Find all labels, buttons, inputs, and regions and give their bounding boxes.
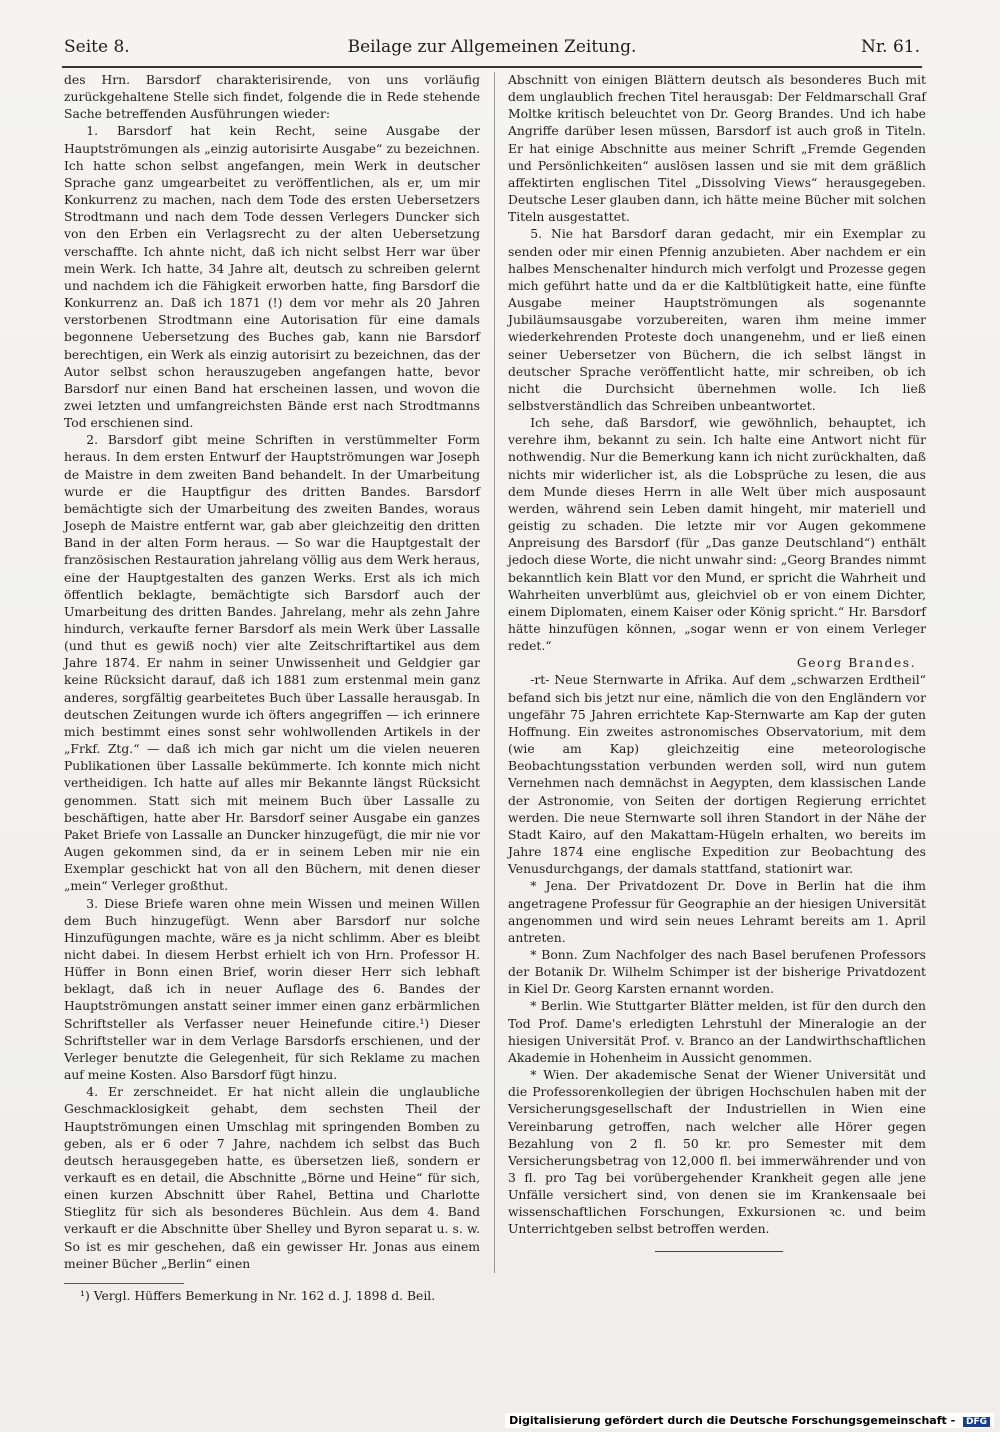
left-paragraph-point-1: 1. Barsdorf hat kein Recht, seine Ausgabe der Hauptströmungen als „einzig autorisirte Ausgabe“ zu bezeichnen. Ich hatte schon selbst angefangen, mein Werk in deutscher Sprache ganz umgearbeitet zu veröffentlichen, als er, um mir Konkurrenz zu machen, nach dem Tode des ersten Uebersetzers Strodtmann und nach dem Tode dessen Verlegers Duncker sich von den Erben ein Verlagsrecht zu der alten Uebersetzung verschaffte. Ich ahnte nicht, daß ich nicht selbst Herr war über mein Werk. Ich hatte, 34 Jahre alt, deutsch zu schreiben gelernt und nachdem ich die Fähigkeit erworben hatte, fing Barsdorf die Konkurrenz an. Daß ich 1871 (!) dem vor mehr als 20 Jahren verstorbenen Strodtmann eine Autorisation für eine damals begonnene Uebersetzung des Buches gab, kann nie Barsdorf berechtigen, ein Werk als einzig autorisirt zu bezeichnen, das der Autor selbst schon herauszugeben angefangen hatte, bevor Barsdorf nur einen Band hat erscheinen lassen, und wovon die zwei letzten und umfangreichsten Bände erst nach Strodtmanns Tod erschienen sind. (64, 124, 480, 431)
left-paragraph-point-4: 4. Er zerschneidet. Er hat nicht allein die unglaubliche Geschmacklosigkeit gehabt, dem sechsten Theil der Hauptströmungen einen Umschlag mit springenden Bomben zu geben, als er 6 oder 7 Jahre, nachdem ich selbst das Buch deutsch herausgegeben hatte, es übersetzen ließ, sondern er verkauft es en detail, die Abschnitte „Börne und Heine“ für sich, einen kurzen Abschnitt über Rahel, Bettina und Charlotte Stieglitz für sich als besonderes Büchlein. Aus dem 4. Band verkauft er die Abschnitte über Shelley und Byron separat u. s. w. So ist es mir geschehen, daß ein gewisser Hr. Jonas aus einem meiner Bücher „Berlin“ einen (64, 1085, 480, 1271)
right-paragraph-point-5: 5. Nie hat Barsdorf daran gedacht, mir ein Exemplar zu senden oder mir einen Pfennig anzubieten. Aber nachdem er ein halbes Menschenalter hindurch mich verfolgt und Prozesse gegen mich geführt hatte und da er die Kaltblütigkeit hatte, eine fünfte Ausgabe meiner Hauptströmungen als sogenannte Jubiläumsausgabe vorzubereiten, waren ihm meine immer wiederkehrenden Proteste doch unangenehm, und er ließ einen seiner Uebersetzer von Büchern, die ich selbst längst in deutscher Sprache veröffentlicht hatte, mir schreiben, ob ich nicht die Durchsicht übernehmen wolle. Ich ließ selbstverständlich das Schreiben unbeantwortet. (508, 227, 926, 413)
page-header (62, 32, 922, 68)
page-number: Seite 8. (64, 37, 130, 57)
credit-text: Digitalisierung gefördert durch die Deutsche Forschungsgemeinschaft - (509, 1414, 956, 1427)
notice-jena: * Jena. Der Privatdozent Dr. Dove in Berlin hat die ihm angetragene Professur für Geographie an der hiesigen Universität angenommen und wird sein neues Lehramt bereits am 1. April antreten. (508, 879, 926, 945)
digitization-credit (505, 1413, 994, 1428)
end-rule (655, 1251, 783, 1252)
left-paragraph-intro: des Hrn. Barsdorf charakterisirende, von uns vorläufig zurückgehaltene Stelle sich findet, folgende die in Rede stehende Sache betreffenden Ausführungen wieder: (64, 73, 480, 122)
notice-berlin: * Berlin. Wie Stuttgarter Blätter melden, ist für den durch den Tod Prof. Dame's erledigten Lehrstuhl der Mineralogie an der hiesigen Universität Prof. v. Branco an der Landwirthschaftlichen Akademie in Hohenheim in Aussicht genommen. (508, 999, 926, 1065)
column-divider (494, 72, 495, 1273)
footnote-divider (64, 1283, 184, 1284)
right-column (508, 72, 926, 1239)
author-signature: Georg Brandes. (796, 656, 916, 671)
dfg-logo: DFG (963, 1417, 990, 1427)
publication-title: Beilage zur Allgemeinen Zeitung. (347, 37, 637, 57)
issue-number: Nr. 61. (861, 37, 920, 57)
left-paragraph-point-2: 2. Barsdorf gibt meine Schriften in verstümmelter Form heraus. In dem ersten Entwurf der Hauptströmungen war Joseph de Maistre in dem zweiten Band behandelt. In der Umarbeitung wurde er die Hauptfigur des dritten Bandes. Barsdorf bemächtigte sich der Umarbeitung des zweiten Bandes, woraus Joseph de Maistre entfernt war, gab aber gleichzeitig den dritten Band in der alten Form heraus. — So war die Hauptgestalt der französischen Restauration jahrelang völlig aus dem Werk heraus, eine der Hauptgestalten des ganzen Werks. Erst als ich mich öffentlich beklagte, bemächtigte sich Barsdorf auch der Umarbeitung des dritten Bandes. Jahrelang, mehr als zehn Jahre hindurch, verkaufte ferner Barsdorf als mein Werk über Lassalle (und thut es gewiß noch) vier alte Zeitschriftartikel aus dem Jahre 1874. Er nahm in seiner Unwissenheit und Geldgier gar keine Rücksicht darauf, daß ich 1881 zum erstenmal mein ganz anderes, sorgfältig gearbeitetes Buch über Lassalle herausgab. In deutschen Zeitungen wurde ich öfters angegriffen — ich erinnere mich bestimmt eines sonst sehr wohlwollenden Artikels in der „Frkf. Ztg.“ — daß ich mich gar nicht um die vielen neueren Publikationen über Lassalle bekümmerte. Ich konnte mich nicht vertheidigen. Ich hatte auf alles mir Bekannte längst Rücksicht genommen. Statt sich mit meinem Buch über Lassalle zu beschäftigen, hatte aber Hr. Barsdorf seiner Ausgabe ein ganzes Paket Briefe von Lassalle an Duncker hinzugefügt, die mir nie vor Augen gekommen sind, da er in seinem Leben mir nie ein Exemplar geschickt hat von all den Büchern, mit denen dieser „mein“ Verleger großthut. (64, 433, 480, 894)
left-paragraph-point-3: 3. Diese Briefe waren ohne mein Wissen und meinen Willen dem Buch hinzugefügt. Wenn aber Barsdorf nur solche Hinzufügungen machte, wäre es ja nicht schlimm. Aber es bleibt nicht dabei. In diesem Herbst erhielt ich von Hrn. Professor H. Hüffer in Bonn einen Brief, worin dieser Herr sich lebhaft beklagt, daß ich in neuer Auflage des 6. Bandes der Hauptströmungen anstatt seiner immer einen ganz erbärmlichen Schriftsteller als Verfasser neuer Heinefunde citire.¹) Dieser Schriftsteller war in dem Verlage Barsdorfs erschienen, und der Verleger benutzte die Gelegenheit, für sich Reklame zu machen auf meine Kosten. Also Barsdorf fügt hinzu. (64, 896, 480, 1083)
right-paragraph-reply: Ich sehe, daß Barsdorf, wie gewöhnlich, behauptet, ich verehre ihm, bekannt zu sein. Ich halte eine Antwort nicht für nothwendig. Nur die Bemerkung kann ich nicht zurückhalten, daß nichts mir widerlicher ist, als die Lobsprüche zu lesen, die aus dem Munde dieses Herrn in alle Welt über mich ausposaunt werden, während sein Leben damit hingeht, mir materiell und geistig zu schaden. Die letzte mir vor Augen gekommene Anpreisung des Barsdorf (für „Das ganze Deutschland“) enthält jedoch diese Worte, die nicht unwahr sind: „Georg Brandes nimmt bekanntlich kein Blatt vor den Mund, er spricht die Wahrheit und Wahrheiten unverblümt aus, gleichviel ob er von einem Dichter, einem Diplomaten, einem Kaiser oder König spricht.“ Hr. Barsdorf hätte hinzufügen können, „sogar wenn er von einem Verleger redet.“ (508, 416, 926, 654)
notice-bonn: * Bonn. Zum Nachfolger des nach Basel berufenen Professors der Botanik Dr. Wilhelm Schimper ist der bisherige Privatdozent in Kiel Dr. Georg Karsten ernannt worden. (508, 947, 926, 997)
footnote: ¹) Vergl. Hüffers Bemerkung in Nr. 162 d. J. 1898 d. Beil. (80, 1288, 436, 1303)
right-paragraph-continuation: Abschnitt von einigen Blättern deutsch als besonderes Buch mit dem unglaublich frechen Titel herausgab: Der Feldmarschall Graf Moltke kritisch beleuchtet von Dr. Georg Brandes. Und ich habe Angriffe darüber lesen müssen, Barsdorf ist auch groß in Titeln. Er hat einige Abschnitte aus meiner Schrift „Fremde Gegenden und Persönlichkeiten“ auslösen lassen und sie mit dem gräßlich affektirten englischen Titel „Dissolving Views“ herausgegeben. Deutsche Leser glauben dann, ich hätte meine Bücher mit solchen Titeln ausgestattet. (508, 73, 926, 225)
notice-wien: * Wien. Der akademische Senat der Wiener Universität und die Professorenkollegien der übrigen Hochschulen haben mit der Versicherungsgesellschaft der Industriellen in Wien eine Vereinbarung getroffen, nach welcher alle Hörer gegen Bezahlung von 2 fl. 50 kr. pro Semester mit dem Versicherungsbetrag von 12,000 fl. bei immerwährender und von 3 fl. pro Tag bei vorübergehender Krankheit gegen alle jene Unfälle versichert sind, von denen sie im Krankensaale bei wissenschaftlichen Forschungen, Exkursionen ꝛc. und beim Unterrichtgeben selbst betroffen werden. (508, 1068, 926, 1237)
left-column (64, 72, 480, 1273)
article-observatory-africa: -rt- Neue Sternwarte in Afrika. Auf dem „schwarzen Erdtheil“ befand sich bis jetzt nur eine, nämlich die von den Engländern vor ungefähr 75 Jahren errichtete Kap-Sternwarte am Kap der guten Hoffnung. Ein zweites astronomisches Observatorium, mit dem (wie am Kap) gleichzeitig eine meteorologische Beobachtungsstation verbunden werden soll, wird nun gutem Vernehmen nach demnächst in Aegypten, dem klassischen Lande der Astronomie, von Seiten der dortigen Regierung errichtet werden. Die neue Sternwarte soll ihren Standort in der Nähe der Stadt Kairo, auf den Makattam-Hügeln erhalten, wo bereits im Jahre 1874 eine englische Expedition zur Beobachtung des Venusdurchgangs, der damals stattfand, stationirt war. (508, 673, 926, 877)
